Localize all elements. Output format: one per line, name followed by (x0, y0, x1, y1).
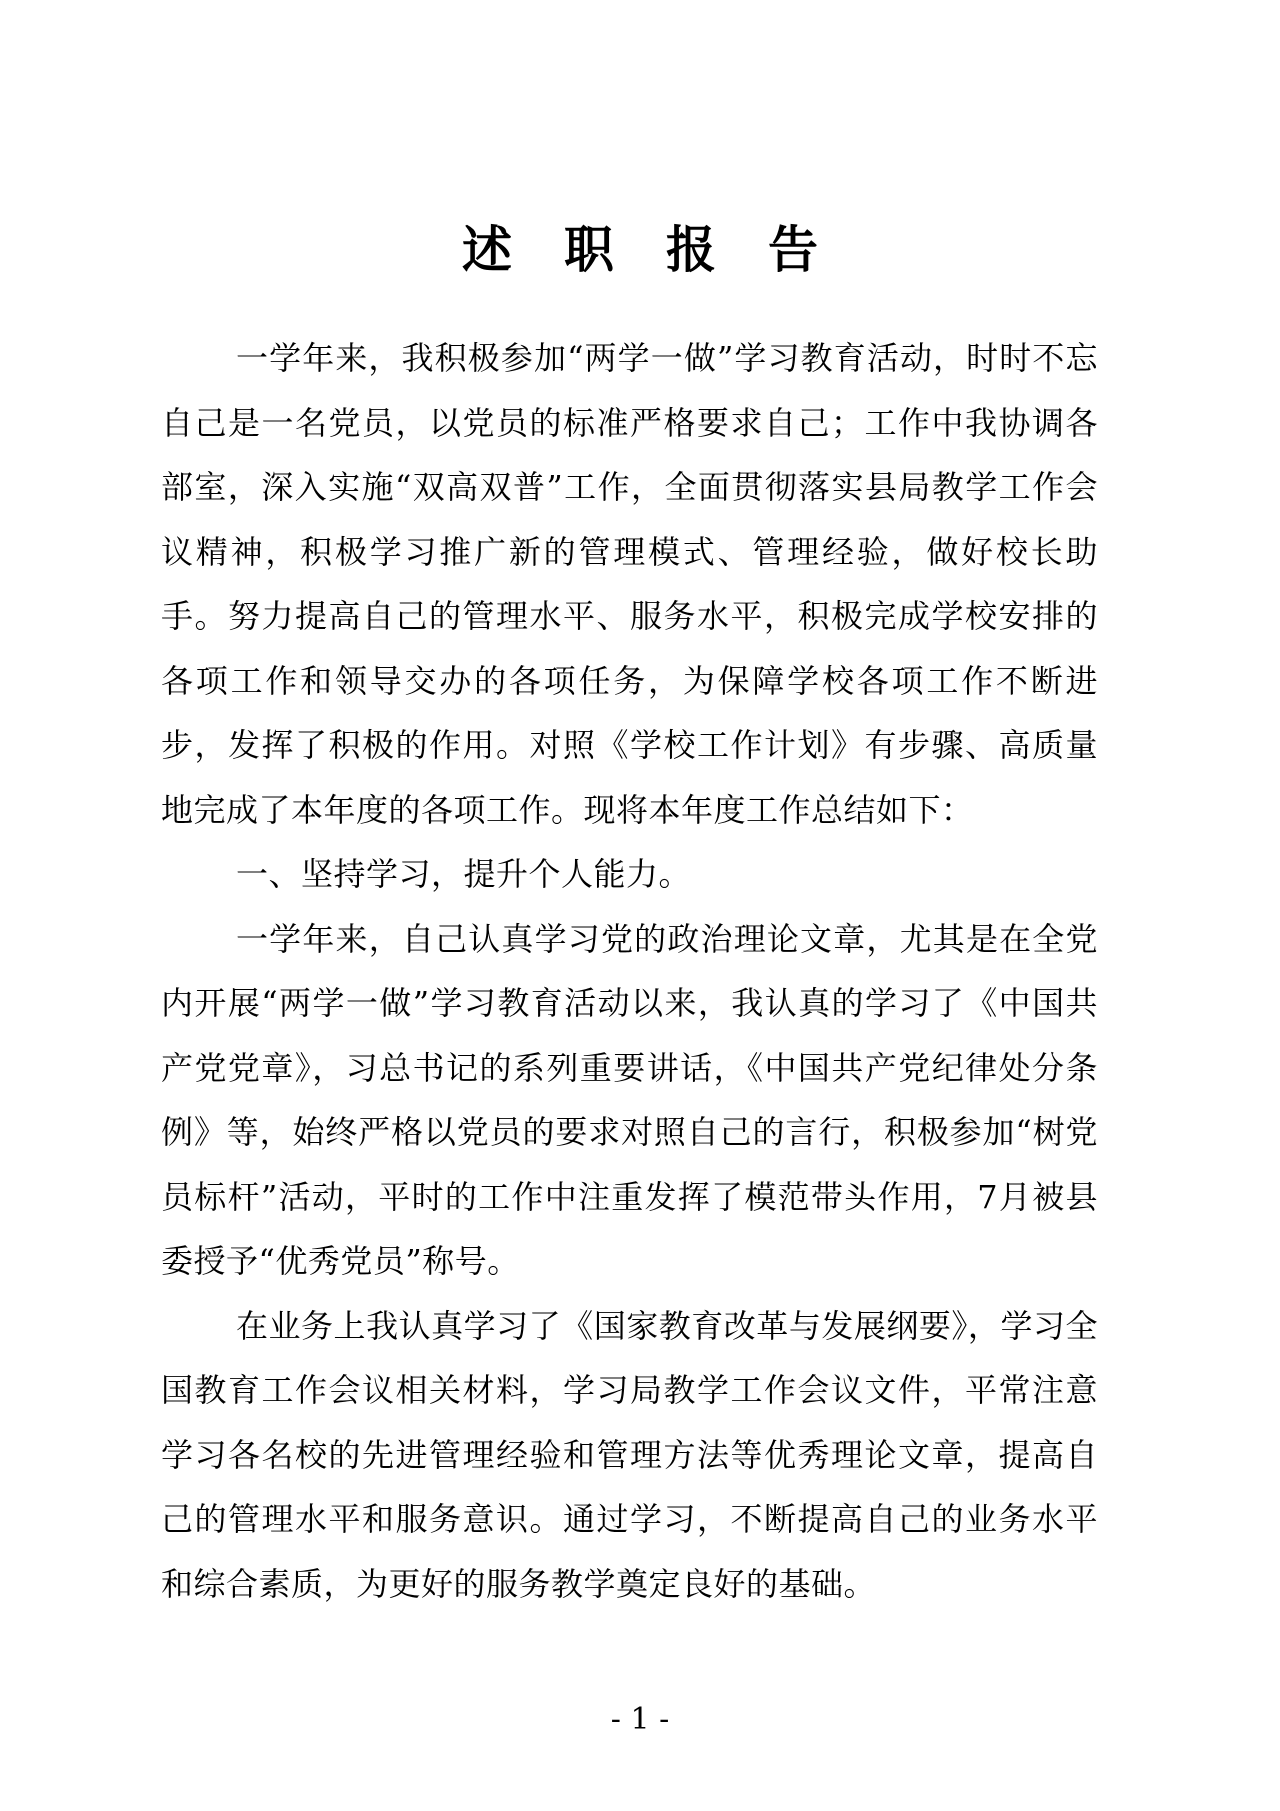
study-paragraph: 一学年来，自己认真学习党的政治理论文章，尤其是在全党内开展“两学一做”学习教育活动以来，我认真的学习了《中国共产党党章》，习总书记的系列重要讲话，《中国共产党纪律处分条例》等，始终严格以党员的要求对照自己的言行，积极参加“树党员标杆”活动，平时的工作中注重发挥了模范带头作用，7月被县委授予“优秀党员”称号。 (161, 919, 1098, 1280)
intro-paragraph: 一学年来，我积极参加“两学一做”学习教育活动，时时不忘自己是一名党员，以党员的标准严格要求自己；工作中我协调各部室，深入实施“双高双普”工作，全面贯彻落实县局教学工作会议精神，积极学习推广新的管理模式、管理经验，做好校长助手。努力提高自己的管理水平、服务水平，积极完成学校安排的各项工作和领导交办的各项任务，为保障学校各项工作不断进步，发挥了积极的作用。对照《学校工作计划》有步骤、高质量地完成了本年度的各项工作。现将本年度工作总结如下： (161, 339, 1098, 829)
business-paragraph: 在业务上我认真学习了《国家教育改革与发展纲要》，学习全国教育工作会议相关材料，学习局教学工作会议文件，平常注意学习各名校的先进管理经验和管理方法等优秀理论文章，提高自己的管理水平和服务意识。通过学习，不断提高自己的业务水平和综合素质，为更好的服务教学奠定良好的基础。 (161, 1306, 1098, 1603)
document-body (161, 326, 1098, 1616)
page-number: - 1 - (610, 1702, 670, 1737)
section-heading: 一、坚持学习，提升个人能力。 (236, 855, 692, 893)
document-title: 述职报告 (462, 220, 870, 279)
